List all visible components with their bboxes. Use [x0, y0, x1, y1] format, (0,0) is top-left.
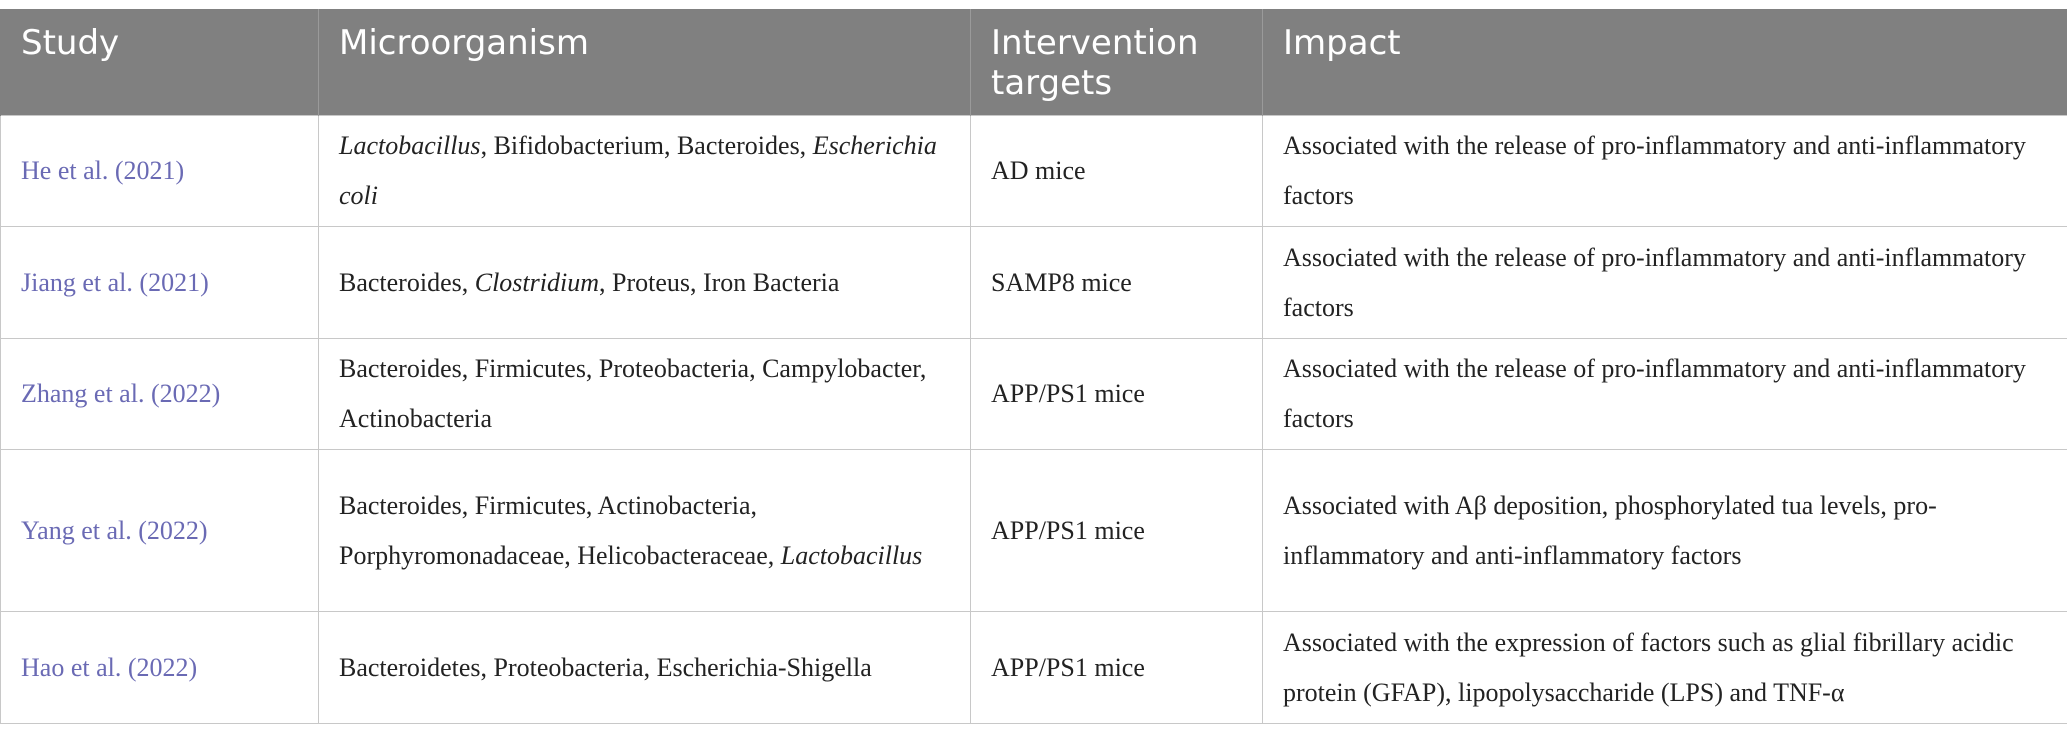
impact-cell: Associated with the release of pro-inflammatory and anti-inflammatory factors: [1263, 227, 2067, 339]
study-link[interactable]: Yang et al. (2022): [1, 450, 319, 612]
microorganism-part: Bacteroides, Firmicutes, Proteobacteria, Campylobacter, Actinobacteria: [339, 354, 927, 433]
study-link[interactable]: Jiang et al. (2021): [1, 227, 319, 339]
intervention-target-cell: APP/PS1 mice: [971, 450, 1263, 612]
table-row: [1, 339, 2067, 450]
header-intervention-targets: Intervention targets: [971, 9, 1263, 116]
microorganism-part: Lactobacillus: [780, 540, 923, 570]
table-row: [1, 612, 2067, 724]
microorganism-part: Bacteroidetes, Proteobacteria, Escherichia-Shigella: [339, 652, 872, 682]
microorganism-part: Clostridium: [474, 267, 599, 297]
microorganism-cell: [319, 450, 971, 612]
header-study: Study: [1, 9, 319, 116]
study-link[interactable]: Hao et al. (2022): [1, 612, 319, 724]
microorganism-part: Bacteroides, Firmicutes, Actinobacteria, Porphyromonadaceae, Helicobacteraceae,: [339, 490, 781, 570]
table-row: [1, 116, 2067, 227]
intervention-target-cell: APP/PS1 mice: [971, 339, 1263, 450]
impact-cell: Associated with the release of pro-inflammatory and anti-inflammatory factors: [1263, 116, 2067, 227]
header-microorganism: Microorganism: [319, 9, 971, 116]
microorganism-cell: [319, 227, 971, 339]
impact-cell: Associated with the release of pro-inflammatory and anti-inflammatory factors: [1263, 339, 2067, 450]
study-link[interactable]: Zhang et al. (2022): [1, 339, 319, 450]
microorganism-part: Escherichia coli: [339, 131, 937, 210]
intervention-target-cell: APP/PS1 mice: [971, 612, 1263, 724]
microorganism-cell: [319, 339, 971, 450]
header-impact: Impact: [1263, 9, 2067, 116]
intervention-target-cell: AD mice: [971, 116, 1263, 227]
impact-cell: Associated with the expression of factors such as glial fibrillary acidic protein (GFAP), lipopolysaccharide (LPS) and TNF-α: [1263, 612, 2067, 724]
study-link[interactable]: He et al. (2021): [1, 116, 319, 227]
table-row: [1, 227, 2067, 339]
microorganism-part: , Bifidobacterium, Bacteroides,: [480, 131, 813, 160]
microorganism-part: , Proteus, Iron Bacteria: [598, 267, 840, 297]
impact-cell: Associated with Aβ deposition, phosphorylated tua levels, pro-inflammatory and anti-inflammatory factors: [1263, 450, 2067, 612]
microorganism-part: Bacteroides,: [339, 267, 475, 297]
table-row: [1, 450, 2067, 612]
microorganism-part: Lactobacillus: [339, 131, 481, 160]
intervention-target-cell: SAMP8 mice: [971, 227, 1263, 339]
microorganism-cell: [319, 116, 971, 227]
table-container: [0, 9, 2067, 724]
microorganism-cell: [319, 612, 971, 724]
header-row: [1, 9, 2067, 116]
microorganism-table: [0, 9, 2067, 724]
